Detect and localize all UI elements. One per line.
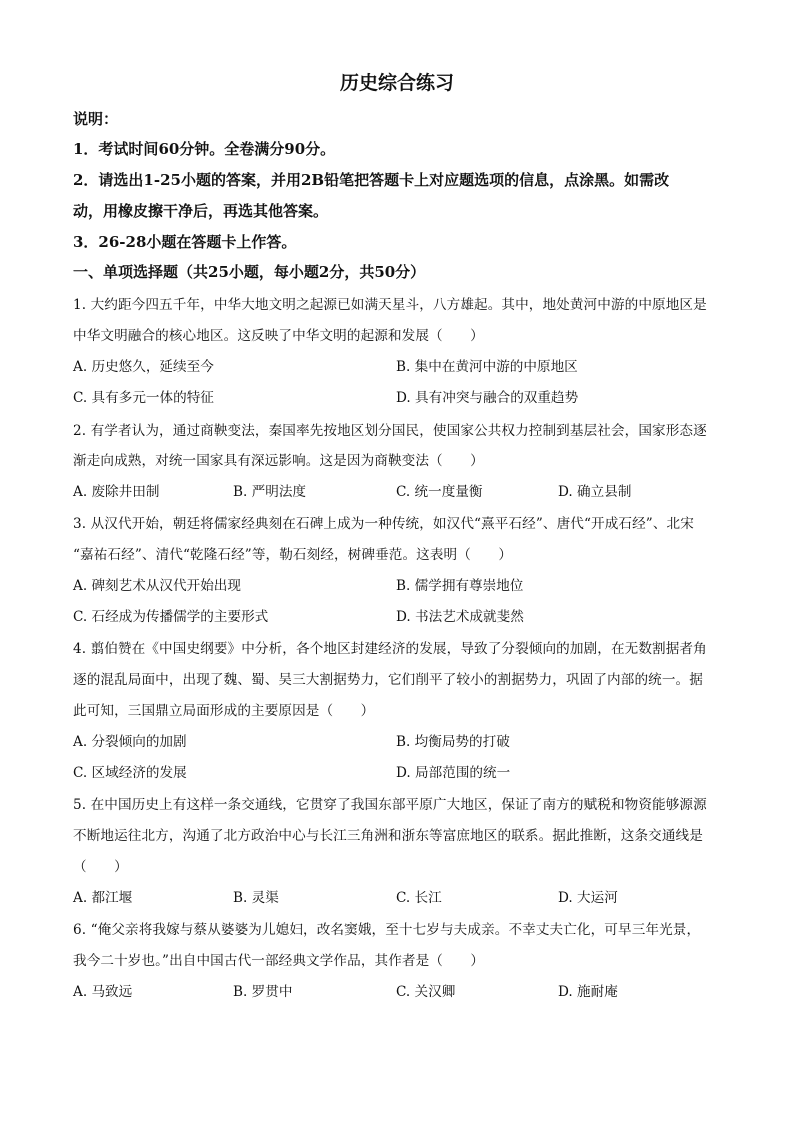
question-5-stem: （ ） — [73, 859, 128, 875]
question-3-option-c: C. 石经成为传播儒学的主要形式 — [73, 609, 269, 625]
question-5-option-a: A. 都江堰 — [73, 890, 133, 906]
question-1-option-a: A. 历史悠久，延续至今 — [73, 359, 214, 375]
question-1-stem: 1. 大约距今四五千年，中华大地文明之起源已如满天星斗，八方雄起。其中，地处黄河中游的中原地区是 — [73, 297, 707, 313]
question-6-option-a: A. 马致远 — [73, 984, 133, 1000]
question-2-option-d: D. 确立县制 — [558, 484, 632, 500]
question-6-option-b: B. 罗贯中 — [233, 984, 293, 1000]
question-4-stem: 此可知，三国鼎立局面形成的主要原因是（ ） — [73, 703, 375, 719]
question-4-option-b: B. 均衡局势的打破 — [396, 734, 510, 750]
question-4-stem: 4. 翦伯赞在《中国史纲要》中分析，各个地区封建经济的发展，导致了分裂倾向的加剧，在无数割据者角 — [73, 641, 707, 657]
question-3-stem: “嘉祐石经”、清代“乾隆石经”等，勒石刻经，树碑垂范。这表明（ ） — [73, 547, 513, 563]
question-2-stem: 2. 有学者认为，通过商鞅变法，秦国率先按地区划分国民，使国家公共权力控制到基层社会，国家形态逐 — [73, 423, 707, 439]
instruction-item: 动，用橡皮擦干净后，再选其他答案。 — [73, 202, 329, 220]
question-4-option-c: C. 区域经济的发展 — [73, 765, 187, 781]
question-3-option-d: D. 书法艺术成就斐然 — [396, 609, 524, 625]
question-4-stem: 逐的混乱局面中，出现了魏、蜀、吴三大割据势力，它们削平了较小的割据势力，巩固了内部的统一。据 — [73, 672, 703, 688]
question-4-option-a: A. 分裂倾向的加剧 — [73, 734, 187, 750]
question-1-option-c: C. 具有多元一体的特征 — [73, 390, 214, 406]
question-1-stem: 中华文明融合的核心地区。这反映了中华文明的起源和发展（ ） — [73, 328, 484, 344]
question-2-stem: 渐走向成熟，对统一国家具有深远影响。这是因为商鞅变法（ ） — [73, 453, 484, 469]
question-3-option-a: A. 碑刻艺术从汉代开始出现 — [73, 578, 241, 594]
section-heading: 一、单项选择题（共25小题，每小题2分，共50分） — [73, 263, 426, 281]
question-2-option-b: B. 严明法度 — [233, 484, 307, 500]
instruction-item: 2．请选出1-25小题的答案，并用2B铅笔把答题卡上对应题选项的信息，点涂黑。如需改 — [73, 171, 670, 189]
question-3-stem: 3. 从汉代开始，朝廷将儒家经典刻在石碑上成为一种传统，如汉代“熹平石经”、唐代“开成石经”、北宋 — [73, 516, 694, 532]
question-1-option-d: D. 具有冲突与融合的双重趋势 — [396, 390, 579, 406]
question-5-option-c: C. 长江 — [396, 890, 442, 906]
question-1-option-b: B. 集中在黄河中游的中原地区 — [396, 359, 578, 375]
question-4-option-d: D. 局部范围的统一 — [396, 765, 511, 781]
question-5-stem: 不断地运往北方，沟通了北方政治中心与长江三角洲和浙东等富庶地区的联系。据此推断，这条交通线是 — [73, 828, 703, 844]
instruction-item: 3．26-28小题在答题卡上作答。 — [73, 233, 297, 251]
instruction-item: 1．考试时间60分钟。全卷满分90分。 — [73, 140, 336, 158]
instructions-heading: 说明： — [73, 110, 119, 128]
question-6-stem: 我今二十岁也。”出自中国古代一部经典文学作品，其作者是（ ） — [73, 953, 485, 969]
question-5-option-b: B. 灵渠 — [233, 890, 279, 906]
question-6-option-d: D. 施耐庵 — [558, 984, 618, 1000]
question-6-option-c: C. 关汉卿 — [396, 984, 456, 1000]
question-2-option-a: A. 废除井田制 — [73, 484, 160, 500]
question-2-option-c: C. 统一度量衡 — [396, 484, 483, 500]
question-3-option-b: B. 儒学拥有尊崇地位 — [396, 578, 524, 594]
question-5-option-d: D. 大运河 — [558, 890, 618, 906]
question-5-stem: 5. 在中国历史上有这样一条交通线，它贯穿了我国东部平原广大地区，保证了南方的赋税和物资能够源源 — [73, 797, 707, 813]
question-6-stem: 6. “俺父亲将我嫁与蔡从婆婆为儿媳妇，改名窦娥，至十七岁与夫成亲。不幸丈夫亡化，可早三年光景， — [73, 922, 701, 938]
page-title: 历史综合练习 — [339, 72, 454, 94]
